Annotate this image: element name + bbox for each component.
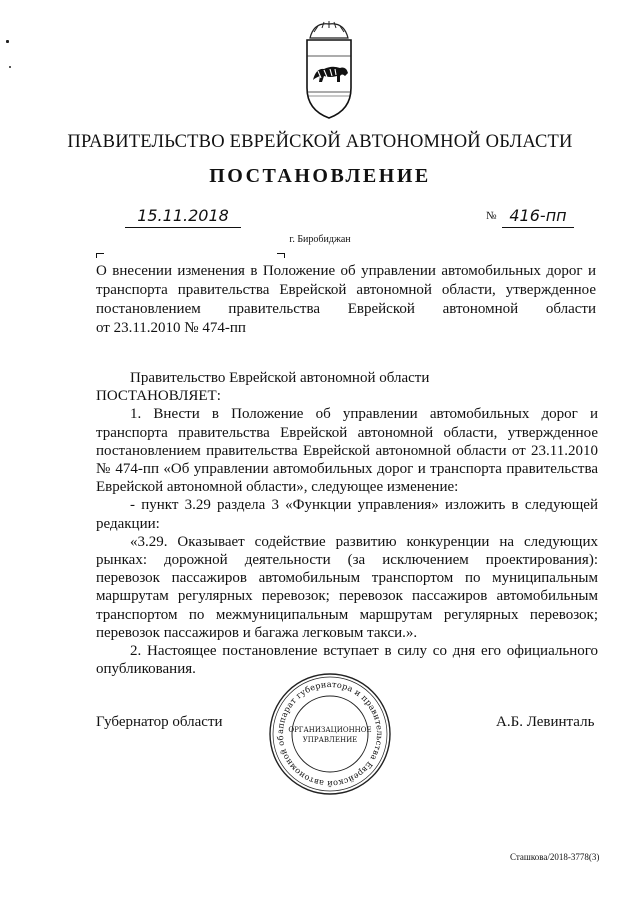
signatory-position: Губернатор области — [96, 714, 223, 730]
sub-item: - пункт 3.29 раздела 3 «Функции управления» изложить в следующей редакции: — [96, 497, 598, 532]
footer-reference: Сташкова/2018-3778(3) — [510, 852, 600, 862]
item-1: 1. Внести в Положение об управлении автомобильных дорог и транспорта правительства Еврейской автономной области, утвержденное постановлением правительства Еврейской автономной области от 23.11.2010 № 474-пп «Об управлении автомобильных дорог и транспорта правительства Еврейской автономной области», следующее изменение: — [96, 406, 598, 496]
government-title: ПРАВИТЕЛЬСТВО ЕВРЕЙСКОЙ АВТОНОМНОЙ ОБЛАСТИ — [67, 132, 573, 152]
number-label: № — [486, 210, 497, 222]
subject-line: постановлением правительства Еврейской автономной области — [96, 301, 596, 317]
subject-line: транспорта правительства Еврейской автономной области, утвержденное — [96, 282, 596, 298]
document-number: 416-пп — [502, 205, 574, 228]
scan-mark — [6, 40, 9, 43]
intro-text: Правительство Еврейской автономной области — [130, 370, 430, 386]
bracket-mark — [277, 253, 285, 258]
official-seal — [268, 672, 392, 796]
subject-line: О внесении изменения в Положение об управлении автомобильных дорог и — [96, 263, 596, 279]
seal-ring-text: аппарат губернатора и правительства Еврейской автономной об — [274, 678, 386, 790]
document-subject — [96, 262, 596, 338]
scan-mark — [9, 66, 11, 68]
document-date: 15.11.2018 — [125, 205, 241, 228]
document-body — [96, 369, 598, 678]
seal-center-line: УПРАВЛЕНИЕ — [302, 736, 358, 744]
bracket-mark — [96, 253, 104, 258]
signatory-name: А.Б. Левинталь — [496, 714, 595, 730]
item-2: 2. Настоящее постановление вступает в силу со дня его официального опубликования. — [96, 643, 598, 678]
decree-word: ПОСТАНОВЛЯЕТ: — [96, 388, 221, 405]
document-type: ПОСТАНОВЛЕНИЕ — [209, 165, 431, 187]
coat-of-arms-icon — [304, 18, 354, 120]
quoted-text: «3.29. Оказывает содействие развитию конкуренции на следующих рынках: дорожной деятельности (за исключением проектирования): перевозок пассажиров автомобильным транспортом по муниципальным маршрутам регулярных перевозок; перевозок пассажиров автомобильным транспортом по межмуниципальным маршрутам регулярных перевозок; перевозок пассажиров и багажа легковым такси.». — [96, 533, 598, 641]
subject-line: от 23.11.2010 № 474-пп — [96, 320, 246, 336]
seal-center-line: ОРГАНИЗАЦИОННОЕ — [288, 726, 372, 734]
city: г. Биробиджан — [289, 234, 351, 245]
